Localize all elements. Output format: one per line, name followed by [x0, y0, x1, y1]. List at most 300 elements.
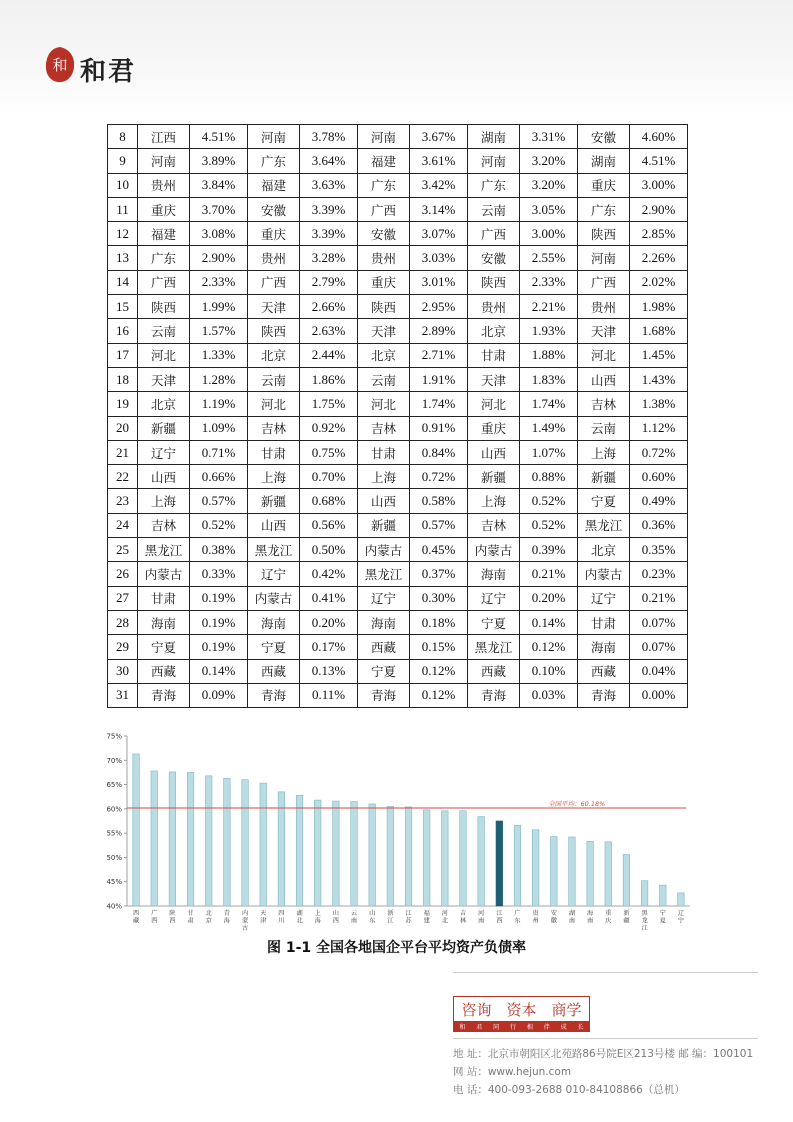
x-tick-label: 上 [314, 910, 321, 917]
x-tick-label: 龙 [641, 917, 648, 925]
value-cell: 0.36% [630, 513, 688, 537]
rank-cell: 17 [108, 343, 138, 367]
rank-cell: 28 [108, 610, 138, 634]
province-cell: 湖南 [578, 149, 630, 173]
province-cell: 西藏 [248, 659, 300, 683]
value-cell: 0.00% [630, 683, 688, 707]
value-cell: 0.17% [300, 635, 358, 659]
stamp-word: 商学 [551, 1000, 582, 1019]
province-cell: 北京 [138, 392, 190, 416]
table-row [108, 465, 688, 489]
stamp-sub-char: 和 [459, 1023, 466, 1031]
province-cell: 甘肃 [138, 586, 190, 610]
value-cell: 0.12% [410, 683, 468, 707]
value-cell: 0.19% [190, 586, 248, 610]
value-cell: 0.09% [190, 683, 248, 707]
province-cell: 陕西 [138, 295, 190, 319]
bar [314, 800, 321, 906]
value-cell: 2.71% [410, 343, 468, 367]
province-cell: 甘肃 [358, 440, 410, 464]
x-tick-label: 江 [641, 925, 648, 932]
province-cell: 甘肃 [468, 343, 520, 367]
bar [623, 855, 630, 906]
x-tick-label: 陕 [169, 910, 176, 917]
table-row [108, 416, 688, 440]
value-cell: 3.39% [300, 222, 358, 246]
province-cell: 河北 [358, 392, 410, 416]
province-cell: 黑龙江 [138, 538, 190, 562]
x-tick-label: 广 [514, 910, 521, 917]
value-cell: 2.66% [300, 295, 358, 319]
rank-cell: 12 [108, 222, 138, 246]
province-cell: 青海 [138, 683, 190, 707]
province-cell: 云南 [138, 319, 190, 343]
bar [387, 806, 394, 906]
value-cell: 0.23% [630, 562, 688, 586]
value-cell: 2.21% [520, 295, 578, 319]
province-cell: 天津 [468, 367, 520, 391]
x-tick-label: 辽 [677, 910, 685, 917]
rank-cell: 31 [108, 683, 138, 707]
province-cell: 天津 [248, 295, 300, 319]
value-cell: 0.12% [410, 659, 468, 683]
province-cell: 吉林 [358, 416, 410, 440]
value-cell: 0.21% [630, 586, 688, 610]
rank-cell: 11 [108, 197, 138, 221]
province-cell: 河北 [248, 392, 300, 416]
x-tick-label: 庆 [605, 917, 612, 925]
value-cell: 1.45% [630, 343, 688, 367]
province-cell: 西藏 [358, 635, 410, 659]
average-reference-label: 全国平均：60.18% [548, 799, 606, 808]
value-cell: 0.33% [190, 562, 248, 586]
province-cell: 内蒙古 [248, 586, 300, 610]
x-tick-label: 湖 [568, 910, 576, 917]
value-cell: 0.88% [520, 465, 578, 489]
x-tick-label: 徽 [550, 917, 557, 925]
province-cell: 广西 [358, 197, 410, 221]
table-row [108, 246, 688, 270]
value-cell: 0.15% [410, 635, 468, 659]
value-cell: 1.91% [410, 367, 468, 391]
value-cell: 3.07% [410, 222, 468, 246]
value-cell: 1.33% [190, 343, 248, 367]
province-cell: 新疆 [138, 416, 190, 440]
value-cell: 0.71% [190, 440, 248, 464]
value-cell: 1.83% [520, 367, 578, 391]
table-row [108, 149, 688, 173]
footer-website: 网 站：www.hejun.com [453, 1066, 572, 1078]
value-cell: 3.28% [300, 246, 358, 270]
province-cell: 内蒙古 [358, 538, 410, 562]
province-cell: 广东 [138, 246, 190, 270]
bar [224, 778, 231, 906]
bar [514, 825, 521, 906]
bar [496, 821, 503, 906]
province-cell: 宁夏 [138, 635, 190, 659]
province-cell: 青海 [578, 683, 630, 707]
x-tick-label: 海 [223, 917, 230, 925]
province-cell: 青海 [468, 683, 520, 707]
value-cell: 2.63% [300, 319, 358, 343]
province-cell: 贵州 [468, 295, 520, 319]
rank-cell: 26 [108, 562, 138, 586]
value-cell: 3.42% [410, 173, 468, 197]
x-tick-label: 河 [441, 910, 448, 917]
table-row [108, 197, 688, 221]
x-tick-label: 州 [532, 917, 539, 925]
province-cell: 重庆 [248, 222, 300, 246]
province-cell: 河南 [468, 149, 520, 173]
seal-char: 和 [52, 56, 68, 74]
x-tick-label: 甘 [187, 910, 194, 917]
footer-divider-top [453, 972, 758, 973]
province-cell: 河南 [578, 246, 630, 270]
province-cell: 吉林 [138, 513, 190, 537]
value-cell: 0.72% [410, 465, 468, 489]
province-cell: 河北 [138, 343, 190, 367]
province-cell: 上海 [468, 489, 520, 513]
x-tick-label: 林 [459, 917, 467, 925]
table-row [108, 635, 688, 659]
value-cell: 1.75% [300, 392, 358, 416]
value-cell: 0.57% [410, 513, 468, 537]
value-cell: 0.39% [520, 538, 578, 562]
value-cell: 2.90% [630, 197, 688, 221]
table-row [108, 392, 688, 416]
x-tick-label: 苏 [405, 917, 412, 925]
bar [296, 795, 303, 906]
province-cell: 广东 [248, 149, 300, 173]
province-cell: 安徽 [358, 222, 410, 246]
province-cell: 天津 [358, 319, 410, 343]
value-cell: 0.30% [410, 586, 468, 610]
value-cell: 0.35% [630, 538, 688, 562]
x-tick-label: 湖 [296, 910, 303, 917]
stamp-sub-char: 行 [510, 1023, 517, 1031]
x-tick-label: 贵 [532, 910, 539, 917]
x-tick-label: 福 [423, 910, 430, 917]
province-cell: 上海 [138, 489, 190, 513]
province-cell: 福建 [358, 149, 410, 173]
province-cell: 北京 [248, 343, 300, 367]
stamp-word: 咨询 [461, 1000, 492, 1019]
province-cell: 陕西 [468, 270, 520, 294]
province-cell: 安徽 [248, 197, 300, 221]
province-cell: 西藏 [578, 659, 630, 683]
stamp-sub-char: 成 [560, 1023, 567, 1031]
province-cell: 云南 [358, 367, 410, 391]
province-cell: 天津 [578, 319, 630, 343]
province-cell: 黑龙江 [468, 635, 520, 659]
value-cell: 3.20% [520, 149, 578, 173]
value-cell: 1.12% [630, 416, 688, 440]
province-cell: 海南 [138, 610, 190, 634]
province-cell: 宁夏 [358, 659, 410, 683]
value-cell: 0.37% [410, 562, 468, 586]
rank-cell: 20 [108, 416, 138, 440]
value-cell: 0.03% [520, 683, 578, 707]
value-cell: 0.52% [520, 513, 578, 537]
province-cell: 海南 [578, 635, 630, 659]
province-cell: 吉林 [468, 513, 520, 537]
table-row [108, 513, 688, 537]
y-tick-label: 45% [106, 878, 122, 887]
table-row [108, 125, 688, 149]
stamp-subtitle [454, 1021, 589, 1031]
x-tick-label: 浙 [387, 910, 394, 917]
bar [478, 817, 485, 906]
rank-cell: 22 [108, 465, 138, 489]
province-cell: 北京 [468, 319, 520, 343]
bar [605, 842, 612, 906]
rank-cell: 21 [108, 440, 138, 464]
province-cell: 贵州 [358, 246, 410, 270]
bar [151, 771, 158, 906]
value-cell: 0.84% [410, 440, 468, 464]
rank-cell: 27 [108, 586, 138, 610]
province-cell: 新疆 [578, 465, 630, 489]
x-tick-label: 西 [496, 917, 503, 925]
bar [260, 783, 267, 906]
province-cell: 福建 [138, 222, 190, 246]
rank-cell: 18 [108, 367, 138, 391]
y-tick-label: 65% [106, 781, 122, 790]
table-row [108, 659, 688, 683]
value-cell: 3.20% [520, 173, 578, 197]
page-header [0, 0, 793, 115]
province-cell: 新疆 [358, 513, 410, 537]
value-cell: 0.20% [300, 610, 358, 634]
x-tick-label: 江 [387, 917, 394, 925]
value-cell: 0.50% [300, 538, 358, 562]
value-cell: 0.75% [300, 440, 358, 464]
province-cell: 云南 [248, 367, 300, 391]
province-cell: 重庆 [468, 416, 520, 440]
province-cell: 贵州 [138, 173, 190, 197]
value-cell: 0.72% [630, 440, 688, 464]
bar [333, 801, 340, 906]
province-cell: 广西 [138, 270, 190, 294]
value-cell: 0.56% [300, 513, 358, 537]
x-tick-label: 山 [332, 910, 339, 917]
bar [369, 804, 376, 906]
table-row [108, 295, 688, 319]
value-cell: 3.00% [520, 222, 578, 246]
value-cell: 0.18% [410, 610, 468, 634]
province-cell: 吉林 [248, 416, 300, 440]
y-tick-label: 55% [106, 829, 122, 838]
value-cell: 2.90% [190, 246, 248, 270]
province-cell: 广西 [468, 222, 520, 246]
value-cell: 1.68% [630, 319, 688, 343]
province-cell: 辽宁 [358, 586, 410, 610]
stamp-sub-char: 相 [526, 1023, 533, 1031]
rank-cell: 14 [108, 270, 138, 294]
bar [405, 807, 412, 906]
x-tick-label: 河 [478, 910, 485, 917]
province-cell: 河南 [358, 125, 410, 149]
province-cell: 新疆 [468, 465, 520, 489]
table-row [108, 173, 688, 197]
bar [569, 837, 576, 906]
x-tick-label: 四 [278, 910, 285, 917]
bar [187, 772, 194, 906]
value-cell: 2.02% [630, 270, 688, 294]
province-cell: 贵州 [578, 295, 630, 319]
stamp-word: 资本 [506, 1000, 537, 1019]
value-cell: 0.52% [520, 489, 578, 513]
table-row [108, 270, 688, 294]
x-tick-label: 江 [405, 910, 412, 917]
x-tick-label: 海 [587, 910, 594, 917]
province-cell: 广西 [578, 270, 630, 294]
table-row [108, 319, 688, 343]
footer-address: 地 址：北京市朝阳区北苑路86号院E区213号楼 邮 编：100101 [453, 1048, 754, 1060]
province-cell: 山西 [578, 367, 630, 391]
x-tick-label: 北 [441, 917, 448, 925]
province-cell: 海南 [248, 610, 300, 634]
province-cell: 云南 [578, 416, 630, 440]
province-cell: 甘肃 [248, 440, 300, 464]
table-row [108, 440, 688, 464]
bar [278, 792, 285, 906]
x-tick-label: 建 [423, 917, 430, 925]
x-tick-label: 宁 [659, 910, 666, 917]
province-cell: 重庆 [578, 173, 630, 197]
province-cell: 山西 [138, 465, 190, 489]
province-cell: 重庆 [138, 197, 190, 221]
value-cell: 0.19% [190, 635, 248, 659]
x-tick-label: 黑 [641, 910, 648, 917]
x-tick-label: 川 [278, 917, 285, 925]
y-tick-label: 75% [106, 732, 122, 741]
value-cell: 3.01% [410, 270, 468, 294]
province-cell: 河南 [138, 149, 190, 173]
table-row [108, 367, 688, 391]
province-cell: 上海 [578, 440, 630, 464]
value-cell: 0.12% [520, 635, 578, 659]
x-tick-label: 江 [496, 910, 503, 917]
x-tick-label: 津 [260, 917, 267, 925]
hejun-seal-logo [44, 46, 76, 84]
x-tick-label: 肃 [187, 917, 194, 925]
bar [532, 830, 539, 906]
value-cell: 1.86% [300, 367, 358, 391]
province-cell: 辽宁 [578, 586, 630, 610]
x-tick-label: 南 [587, 917, 594, 925]
province-cell: 安徽 [578, 125, 630, 149]
ranking-table [107, 124, 688, 708]
x-tick-label: 京 [205, 917, 212, 925]
x-tick-label: 古 [241, 925, 249, 932]
value-cell: 3.05% [520, 197, 578, 221]
rank-cell: 19 [108, 392, 138, 416]
x-tick-label: 安 [550, 910, 557, 917]
x-tick-label: 西 [169, 917, 176, 925]
value-cell: 0.38% [190, 538, 248, 562]
stamp-sub-char: 长 [577, 1023, 584, 1031]
value-cell: 1.74% [410, 392, 468, 416]
value-cell: 0.92% [300, 416, 358, 440]
x-tick-label: 新 [623, 910, 630, 917]
value-cell: 2.26% [630, 246, 688, 270]
stamp-sub-char: 伴 [543, 1023, 550, 1031]
value-cell: 2.85% [630, 222, 688, 246]
value-cell: 0.57% [190, 489, 248, 513]
x-tick-label: 海 [314, 917, 321, 925]
rank-cell: 30 [108, 659, 138, 683]
province-cell: 辽宁 [138, 440, 190, 464]
stamp-words [454, 998, 589, 1020]
value-cell: 3.89% [190, 149, 248, 173]
value-cell: 0.19% [190, 610, 248, 634]
province-cell: 内蒙古 [138, 562, 190, 586]
bar [678, 893, 685, 906]
y-tick-label: 60% [106, 805, 122, 814]
x-tick-label: 重 [605, 910, 612, 917]
value-cell: 2.95% [410, 295, 468, 319]
province-cell: 江西 [138, 125, 190, 149]
bar [423, 810, 430, 906]
value-cell: 2.89% [410, 319, 468, 343]
value-cell: 4.51% [190, 125, 248, 149]
province-cell: 山西 [468, 440, 520, 464]
province-cell: 黑龙江 [358, 562, 410, 586]
x-tick-label: 北 [205, 910, 212, 917]
bar [551, 837, 558, 906]
rank-cell: 29 [108, 635, 138, 659]
value-cell: 0.58% [410, 489, 468, 513]
value-cell: 0.68% [300, 489, 358, 513]
province-cell: 海南 [468, 562, 520, 586]
province-cell: 宁夏 [248, 635, 300, 659]
province-cell: 辽宁 [468, 586, 520, 610]
province-cell: 宁夏 [468, 610, 520, 634]
province-cell: 陕西 [358, 295, 410, 319]
bar [351, 802, 358, 906]
value-cell: 1.57% [190, 319, 248, 343]
province-cell: 黑龙江 [578, 513, 630, 537]
province-cell: 陕西 [578, 222, 630, 246]
value-cell: 1.93% [520, 319, 578, 343]
value-cell: 0.14% [190, 659, 248, 683]
x-tick-label: 天 [260, 910, 267, 917]
x-tick-label: 广 [151, 910, 158, 917]
value-cell: 0.70% [300, 465, 358, 489]
value-cell: 0.41% [300, 586, 358, 610]
table-row [108, 222, 688, 246]
province-cell: 陕西 [248, 319, 300, 343]
province-cell: 黑龙江 [248, 538, 300, 562]
value-cell: 4.51% [630, 149, 688, 173]
value-cell: 0.42% [300, 562, 358, 586]
value-cell: 0.49% [630, 489, 688, 513]
province-cell: 山西 [358, 489, 410, 513]
value-cell: 0.07% [630, 610, 688, 634]
value-cell: 3.39% [300, 197, 358, 221]
province-cell: 广东 [578, 197, 630, 221]
value-cell: 3.03% [410, 246, 468, 270]
table-row [108, 538, 688, 562]
value-cell: 1.74% [520, 392, 578, 416]
x-tick-label: 山 [369, 910, 376, 917]
province-cell: 青海 [358, 683, 410, 707]
value-cell: 3.70% [190, 197, 248, 221]
province-cell: 上海 [358, 465, 410, 489]
value-cell: 1.98% [630, 295, 688, 319]
value-cell: 1.49% [520, 416, 578, 440]
